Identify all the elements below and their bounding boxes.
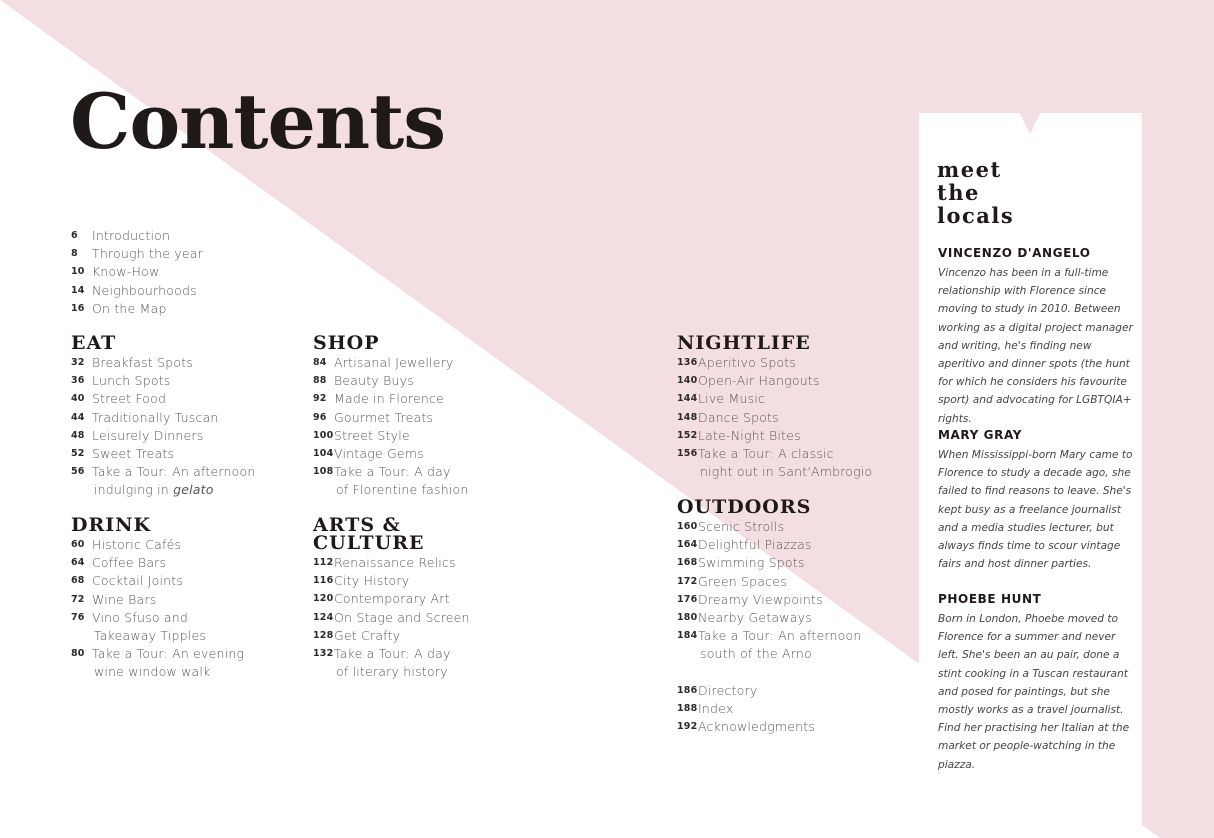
page-number: 92: [313, 393, 327, 405]
toc-entry: [71, 445, 255, 463]
toc-entry-label: Take a Tour: A day: [334, 464, 451, 480]
toc-entry: [677, 409, 872, 427]
page-number: 88: [313, 375, 327, 387]
page-number: [313, 663, 334, 681]
page-number: 132: [313, 648, 334, 660]
toc-entry: [71, 245, 203, 263]
meet-heading-line: the: [937, 180, 980, 205]
toc-entry-continuation: [71, 627, 244, 645]
page-number: 124: [313, 611, 334, 623]
page-number: 40: [71, 393, 85, 405]
page-number: 104: [313, 448, 334, 460]
toc-entry-label: of literary history: [336, 664, 448, 680]
meet-the-locals-heading: [937, 158, 1014, 227]
toc-entry-label: Sweet Treats: [92, 446, 175, 462]
toc-entry: [677, 627, 861, 645]
toc-entry-label: Dance Spots: [698, 409, 779, 425]
toc-entry: [71, 300, 203, 318]
page-number: 186: [677, 685, 698, 696]
page-number: 56: [71, 466, 85, 478]
toc-entry-label: Street Food: [92, 391, 167, 407]
toc-entry-continuation: [71, 481, 255, 499]
toc-entry-label: indulging in gelato: [94, 482, 214, 498]
toc-entry: [677, 372, 872, 390]
toc-entry: [313, 390, 469, 408]
toc-entry: [71, 463, 255, 481]
toc-entry: [677, 609, 861, 627]
toc-entry: [313, 354, 469, 372]
page-number: 156: [677, 448, 698, 460]
page-number: [677, 645, 698, 663]
toc-entry-label: night out in Sant'Ambrogio: [700, 464, 873, 480]
page-number: 52: [71, 448, 85, 460]
page-number: 116: [313, 575, 334, 587]
toc-entry-label: Index: [698, 701, 734, 717]
page-number: 188: [677, 703, 698, 715]
meet-the-locals-box: [919, 113, 1142, 838]
toc-entry-label: Beauty Buys: [334, 373, 414, 389]
toc-entry: [71, 554, 244, 572]
page-number: 144: [677, 393, 698, 405]
toc-entry-label: Nearby Getaways: [698, 610, 812, 626]
toc-entry-label: south of the Arno: [700, 646, 812, 662]
arts-heading-line2: CULTURE: [313, 532, 425, 554]
page-number: 176: [677, 593, 698, 605]
page-number: 64: [71, 557, 85, 569]
toc-entry: [71, 572, 244, 590]
nightlife-list: [677, 354, 872, 481]
toc-entry-label: On the Map: [92, 300, 167, 316]
page-number: 152: [677, 429, 698, 441]
page-number: 136: [677, 357, 698, 368]
page-number: 96: [313, 411, 327, 423]
meet-heading-line: meet: [937, 157, 1002, 182]
toc-entry: [677, 390, 872, 408]
page-number: 36: [71, 375, 85, 387]
arts-list: [313, 554, 470, 681]
toc-entry-label: Live Music: [698, 391, 766, 407]
toc-entry-label: wine window walk: [94, 664, 211, 680]
page-number: 10: [71, 266, 85, 278]
toc-entry-label: Gourmet Treats: [334, 409, 434, 425]
toc-entry: [313, 645, 470, 663]
local-bio: Born in London, Phoebe moved to Florence for a summer and never left. She's been an au pair, done a stint cooking in a Tuscan restaurant and posed for paintings, but she mostly works as a travel journalist. Find her practising her Italian at the market or people-watching in the piazza.: [938, 613, 1130, 771]
meet-heading-line: locals: [937, 203, 1015, 228]
section-heading-shop: SHOP: [313, 332, 380, 354]
outdoors-list: [677, 518, 861, 664]
page-number: 172: [677, 575, 698, 587]
eat-list: [71, 354, 255, 500]
toc-entry: [677, 700, 815, 718]
page-number: 68: [71, 575, 85, 587]
toc-entry-label: Takeaway Tipples: [94, 628, 207, 644]
page-number: [71, 481, 92, 499]
toc-entry-label: Introduction: [92, 228, 171, 243]
toc-entry: [71, 536, 244, 554]
toc-entry-continuation: [71, 663, 244, 681]
toc-entry-label: Green Spaces: [698, 573, 787, 589]
toc-entry-label: Leisurely Dinners: [92, 427, 204, 443]
page-number: 72: [71, 593, 85, 605]
toc-entry-label: Lunch Spots: [92, 373, 171, 389]
toc-entry: [677, 718, 815, 736]
toc-entry-label: Open-Air Hangouts: [698, 373, 820, 389]
local-profile: [938, 246, 1136, 428]
toc-entry-label: Contemporary Art: [334, 591, 450, 607]
page-number: 60: [71, 539, 85, 550]
local-profile: [938, 592, 1136, 774]
toc-entry-label: Get Crafty: [334, 627, 401, 643]
toc-entry: [677, 427, 872, 445]
page-number: 84: [313, 357, 327, 368]
toc-entry-label: Vintage Gems: [334, 446, 424, 462]
local-bio: Vincenzo has been in a full-time relationship with Florence since moving to study in 2010. Between working as a digital project manager and writing, he's finding new aperitivo and dinner spots (the hunt for which he considers his favourite sport) and advocating for LGBTQIA+ rights.: [938, 267, 1133, 425]
toc-entry-label: of Florentine fashion: [336, 482, 469, 498]
toc-entry-label: Coffee Bars: [92, 555, 167, 571]
toc-entry-label: Made in Florence: [334, 391, 444, 407]
local-name: VINCENZO D'ANGELO: [938, 246, 1091, 260]
toc-entry-label: Neighbourhoods: [92, 282, 197, 298]
toc-entry-label: Late-Night Bites: [698, 427, 801, 443]
toc-entry-label: Acknowledgments: [698, 719, 816, 735]
toc-entry: [71, 372, 255, 390]
toc-entry-label: Take a Tour: An afternoon: [698, 628, 862, 644]
shop-list: [313, 354, 469, 500]
toc-entry: [677, 536, 861, 554]
page-number: 14: [71, 284, 85, 296]
toc-entry-label: Take a Tour: A classic: [698, 446, 834, 462]
page-number: [71, 663, 92, 681]
toc-entry-label: Wine Bars: [92, 591, 157, 607]
toc-entry: [677, 354, 872, 372]
page-number: 44: [71, 411, 85, 423]
toc-entry: [313, 409, 469, 427]
toc-entry-label: Take a Tour: An evening: [92, 646, 245, 662]
page-number: 32: [71, 357, 85, 368]
toc-entry: [313, 427, 469, 445]
toc-entry-continuation: [313, 481, 469, 499]
toc-entry: [71, 354, 255, 372]
toc-entry-label: Renaissance Relics: [334, 555, 456, 570]
toc-entry: [71, 409, 255, 427]
toc-entry: [677, 682, 815, 700]
toc-entry-label: City History: [334, 573, 410, 589]
page-number: 184: [677, 630, 698, 642]
box-notch: [1019, 112, 1041, 134]
toc-entry-continuation: [677, 645, 861, 663]
page-number: [71, 627, 92, 645]
section-heading-outdoors: OUTDOORS: [677, 496, 812, 518]
toc-entry-label: Street Style: [334, 427, 410, 443]
drink-list: [71, 536, 244, 682]
toc-entry-label: Scenic Strolls: [698, 519, 785, 534]
toc-entry-label: Through the year: [92, 246, 203, 262]
local-name: PHOEBE HUNT: [938, 592, 1042, 606]
toc-entry: [71, 263, 203, 281]
page-number: 120: [313, 593, 334, 605]
page-number: 192: [677, 721, 698, 733]
page-number: [313, 481, 334, 499]
toc-entry: [677, 591, 861, 609]
toc-entry-label: Swimming Spots: [698, 555, 805, 571]
toc-entry: [677, 554, 861, 572]
page-number: 140: [677, 375, 698, 387]
toc-entry: [313, 627, 470, 645]
page-title: Contents: [70, 77, 446, 166]
page-number: [677, 463, 698, 481]
toc-entry-label: Traditionally Tuscan: [92, 409, 219, 425]
page-number: 16: [71, 302, 85, 314]
toc-entry: [677, 573, 861, 591]
toc-entry-label: Cocktail Joints: [92, 573, 184, 589]
toc-entry: [313, 554, 470, 572]
page-number: 148: [677, 411, 698, 423]
intro-list: [71, 227, 203, 318]
toc-entry: [313, 572, 470, 590]
toc-entry: [71, 591, 244, 609]
page-number: 164: [677, 539, 698, 551]
section-heading-drink: DRINK: [71, 514, 152, 536]
page-number: 80: [71, 648, 85, 660]
toc-entry-label: On Stage and Screen: [334, 609, 470, 625]
page-number: 108: [313, 466, 334, 478]
toc-entry: [313, 372, 469, 390]
toc-entry-continuation: [313, 663, 470, 681]
page-number: 112: [313, 557, 334, 568]
section-heading-arts-culture: [313, 516, 424, 552]
toc-entry-label: Take a Tour: A day: [334, 646, 451, 662]
toc-entry-label: Take a Tour: An afternoon: [92, 464, 256, 480]
toc-entry-label: Know-How: [92, 264, 160, 280]
toc-entry: [677, 518, 861, 536]
page-number: 160: [677, 521, 698, 532]
toc-entry: [71, 427, 255, 445]
arts-heading-line1: ARTS &: [313, 514, 401, 536]
toc-entry: [71, 282, 203, 300]
section-heading-eat: EAT: [71, 332, 117, 354]
local-name: MARY GRAY: [938, 428, 1022, 442]
page-number: 6: [71, 230, 78, 241]
toc-entry: [313, 463, 469, 481]
toc-entry-continuation: [677, 463, 872, 481]
toc-entry-label: Artisanal Jewellery: [334, 355, 454, 370]
toc-entry-label: Dreamy Viewpoints: [698, 591, 823, 607]
toc-entry: [71, 645, 244, 663]
page-number: 100: [313, 429, 334, 441]
toc-entry: [677, 445, 872, 463]
toc-entry-label: Historic Cafés: [92, 537, 182, 552]
local-profile: [938, 428, 1136, 573]
toc-entry: [71, 390, 255, 408]
page-number: 128: [313, 629, 334, 641]
toc-entry: [313, 590, 470, 608]
toc-entry: [313, 609, 470, 627]
toc-entry-label: Delightful Piazzas: [698, 537, 812, 553]
toc-entry: [71, 609, 244, 627]
toc-entry: [71, 227, 203, 245]
back-matter-list: [677, 682, 815, 737]
toc-entry-label: Aperitivo Spots: [698, 355, 797, 370]
toc-entry-label: Breakfast Spots: [92, 355, 194, 370]
page-number: 168: [677, 557, 698, 569]
toc-entry-label: Directory: [698, 683, 758, 698]
page-number: 76: [71, 611, 85, 623]
page-number: 180: [677, 612, 698, 624]
toc-entry: [313, 445, 469, 463]
toc-entry-label: Vino Sfuso and: [92, 609, 189, 625]
page-number: 8: [71, 248, 78, 260]
section-heading-nightlife: NIGHTLIFE: [677, 332, 811, 354]
local-bio: When Mississippi-born Mary came to Florence to study a decade ago, she failed to find reasons to leave. She's kept busy as a freelance journalist and a media studies lecturer, but always finds time to scour vintage fairs and host dinner parties.: [938, 449, 1133, 571]
page-number: 48: [71, 429, 85, 441]
